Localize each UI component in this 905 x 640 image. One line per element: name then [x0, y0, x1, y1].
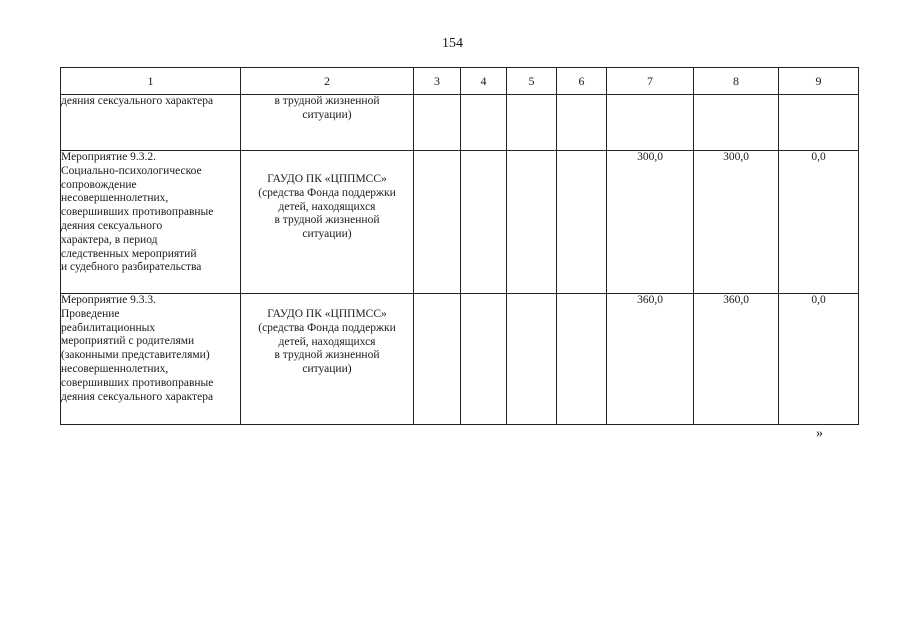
- empty-cell: [557, 151, 607, 294]
- column-header: 3: [414, 68, 461, 95]
- column-header: 2: [241, 68, 414, 95]
- value-cell: [607, 95, 694, 151]
- page-number: 154: [442, 36, 463, 51]
- budget-table: [60, 67, 859, 425]
- value-cell: 0,0: [779, 294, 859, 425]
- empty-cell: [414, 151, 461, 294]
- activity-text: Мероприятие 9.3.3. Проведение реабилитационных мероприятий с родителями (законными представителями) несовершеннолетних, совершивших противоправные деяния сексуального характера: [61, 294, 214, 403]
- table-row: [61, 151, 859, 294]
- empty-cell: [507, 95, 557, 151]
- column-header: 5: [507, 68, 557, 95]
- activity-text: Мероприятие 9.3.2. Социально-психологическое сопровождение несовершеннолетних, совершивших противоправные деяния сексуального характера, в период следственных мероприятий и судебного разбирательства: [61, 151, 214, 274]
- activity-cell: [61, 95, 241, 151]
- column-header: 4: [461, 68, 507, 95]
- executor-text: ГАУДО ПК «ЦППМСС» (средства Фонда поддержки детей, находящихся в трудной жизненной ситуации): [258, 173, 396, 241]
- executor-cell: [241, 151, 414, 294]
- executor-text: ГАУДО ПК «ЦППМСС» (средства Фонда поддержки детей, находящихся в трудной жизненной ситуации): [258, 308, 396, 376]
- value-cell: 360,0: [607, 294, 694, 425]
- value-cell: 300,0: [694, 151, 779, 294]
- executor-cell: [241, 294, 414, 425]
- empty-cell: [507, 294, 557, 425]
- activity-text: деяния сексуального характера: [61, 95, 214, 107]
- column-header: 7: [607, 68, 694, 95]
- header-row: [61, 68, 859, 95]
- table-row: [61, 294, 859, 425]
- value-cell: 300,0: [607, 151, 694, 294]
- column-header: 8: [694, 68, 779, 95]
- empty-cell: [414, 294, 461, 425]
- empty-cell: [414, 95, 461, 151]
- empty-cell: [557, 294, 607, 425]
- executor-text: в трудной жизненной ситуации): [274, 95, 380, 121]
- closing-quote: »: [816, 426, 823, 441]
- value-cell: 0,0: [779, 151, 859, 294]
- value-cell: 360,0: [694, 294, 779, 425]
- column-header: 6: [557, 68, 607, 95]
- value-cell: [779, 95, 859, 151]
- empty-cell: [461, 95, 507, 151]
- empty-cell: [461, 151, 507, 294]
- activity-cell: [61, 151, 241, 294]
- empty-cell: [557, 95, 607, 151]
- empty-cell: [461, 294, 507, 425]
- activity-cell: [61, 294, 241, 425]
- empty-cell: [507, 151, 557, 294]
- column-header: 9: [779, 68, 859, 95]
- executor-cell: [241, 95, 414, 151]
- column-header: 1: [61, 68, 241, 95]
- value-cell: [694, 95, 779, 151]
- table-row: [61, 95, 859, 151]
